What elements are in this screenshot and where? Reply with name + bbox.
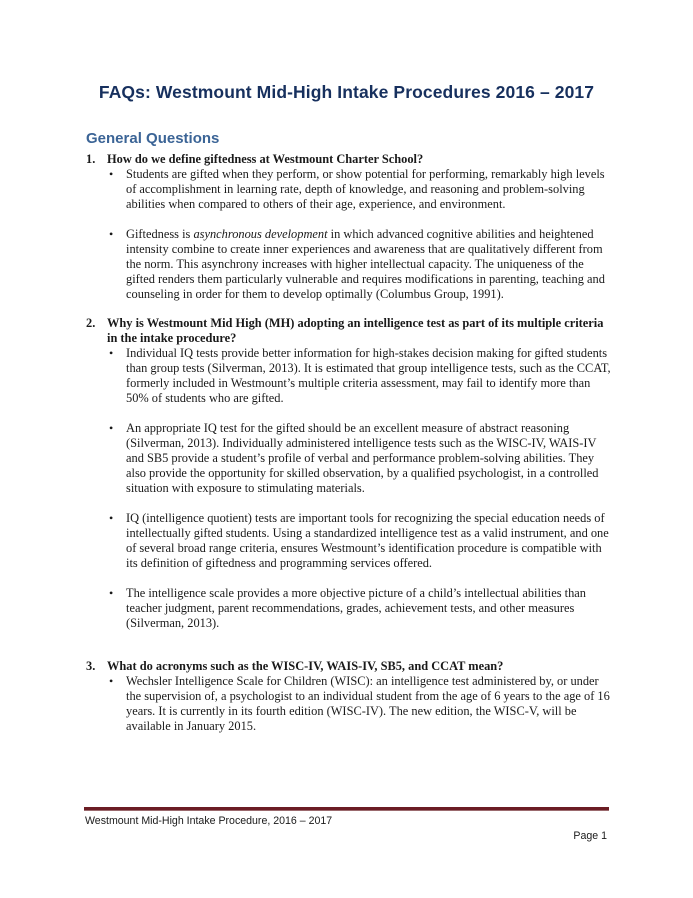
question-text: How do we define giftedness at Westmount Charter School? <box>107 152 424 166</box>
footer-text: Westmount Mid-High Intake Procedure, 2016 – 2017 <box>85 815 333 827</box>
question-number: 3. <box>86 659 96 673</box>
answer-text: The intelligence scale provides a more objective picture of a child’s intellectual abilities than teacher judgment, parent recommendations, grades, achievement tests, and other measures (Silverman, 2013). <box>126 586 587 630</box>
footer-divider <box>84 807 609 811</box>
faq-question-1 <box>86 152 611 167</box>
bullet-icon: • <box>109 674 114 688</box>
faq-answer-bullet <box>107 586 611 631</box>
document-title: FAQs: Westmount Mid-High Intake Procedures 2016 – 2017 <box>98 82 595 102</box>
answer-text-post: in which advanced cognitive abilities and heightened intensity combine to create inner experiences and awareness that are qualitatively different from the norm. This asynchrony increases with higher intellectual capacity. The uniqueness of the gifted renders them particularly vulnerable and requires modifications in parenting, teaching and counseling in order for them to develop optimally (Columbus Group, 1991). <box>126 227 605 301</box>
question-text: What do acronyms such as the WISC-IV, WAIS-IV, SB5, and CCAT mean? <box>107 659 504 673</box>
faq-question-2 <box>86 316 611 346</box>
answer-text-emphasis: asynchronous development <box>193 227 328 241</box>
faq-answer-bullet <box>107 167 611 212</box>
question-number: 1. <box>86 152 96 166</box>
answer-text: Wechsler Intelligence Scale for Children (WISC): an intelligence test administered by, or under the supervision of, a psychologist to an individual student from the age of 6 years to the age of 16 years. It is currently in its fourth edition (WISC-IV). The new edition, the WISC-V, will be available in January 2015. <box>126 674 610 733</box>
faq-answer-bullet <box>107 674 611 734</box>
bullet-icon: • <box>109 227 114 241</box>
faq-answer-bullet <box>107 227 611 302</box>
question-number: 2. <box>86 316 96 330</box>
faq-answer-bullet <box>107 421 611 496</box>
answer-text: Students are gifted when they perform, or show potential for performing, remarkably high levels of accomplishment in learning rate, depth of knowledge, and reasoning and problem-solving abilities when compared to others of their age, experience, and environment. <box>126 167 605 211</box>
answer-text: IQ (intelligence quotient) tests are important tools for recognizing the special education needs of intellectually gifted students. Using a standardized intelligence test as a valid instrument, and one of several broad range criteria, ensures Westmount’s identification procedure is compatible with its definition of giftedness and programming services offered. <box>126 511 609 570</box>
faq-answer-bullet <box>107 511 611 571</box>
answer-text-pre: Giftedness is <box>126 227 194 241</box>
faq-answer-bullet <box>107 346 611 406</box>
faq-content <box>86 152 611 734</box>
answer-text: An appropriate IQ test for the gifted should be an excellent measure of abstract reasoning (Silverman, 2013). Individually administered intelligence tests such as the WISC-IV, WAIS-IV and SB5 provide a student’s profile of verbal and performance problem-solving abilities. They also provide the opportunity for skilled observation, by a qualified psychologist, in a controlled situation with exposure to stimulating materials. <box>126 421 599 495</box>
question-text: Why is Westmount Mid High (MH) adopting an intelligence test as part of its multiple criteria in the intake procedure? <box>107 316 604 345</box>
bullet-icon: • <box>109 421 114 435</box>
answer-text <box>126 227 611 302</box>
page-number: Page 1 <box>573 830 607 842</box>
faq-question-3 <box>86 659 611 674</box>
section-heading-general-questions: General Questions <box>86 130 220 147</box>
answer-text: Individual IQ tests provide better information for high-stakes decision making for gifted students than group tests (Silverman, 2013). It is estimated that group intelligence tests, such as the CCAT, formerly included in Westmount’s multiple criteria assessment, may fail to identify more than 50% of students who are gifted. <box>126 346 611 405</box>
bullet-icon: • <box>109 167 114 181</box>
bullet-icon: • <box>109 346 114 360</box>
bullet-icon: • <box>109 586 114 600</box>
bullet-icon: • <box>109 511 114 525</box>
